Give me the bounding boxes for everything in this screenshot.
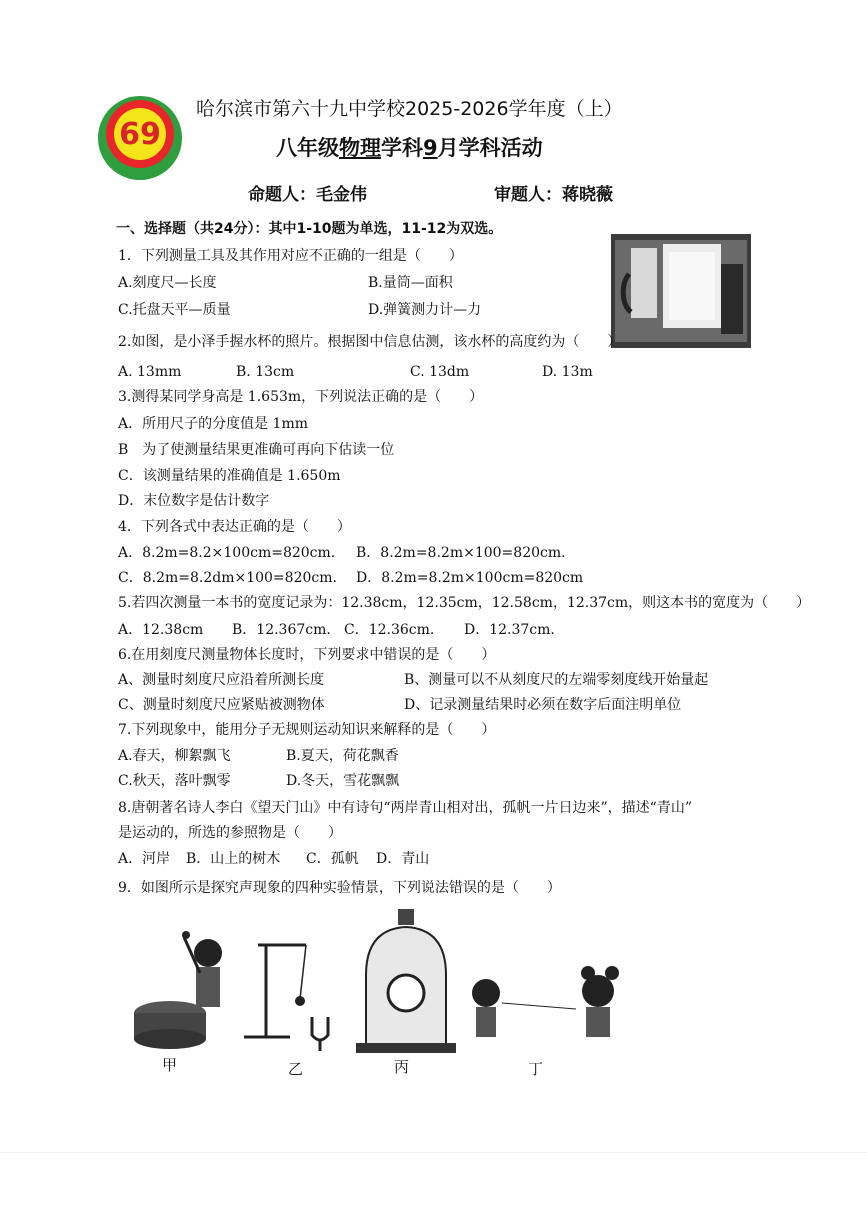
q5-option-d: D．12.37cm. xyxy=(464,622,555,638)
logo-number: 69 xyxy=(119,117,161,152)
drum-experiment-illustration xyxy=(134,931,222,1049)
q3-option-d: D．末位数字是估计数字 xyxy=(118,493,270,509)
exam-title-mid: 学科 xyxy=(381,136,423,160)
q7-option-b: B.夏天，荷花飘香 xyxy=(286,748,399,764)
q2-option-c: C. 13dm xyxy=(410,364,470,380)
q4-option-c: C．8.2m=8.2dm×100=820cm. xyxy=(118,570,337,586)
q1-option-c: C.托盘天平—质量 xyxy=(118,302,231,318)
q5-option-a: A．12.38cm xyxy=(118,622,204,638)
q5-option-c: C．12.36cm. xyxy=(344,622,435,638)
figure-label-ding: 丁 xyxy=(528,1060,544,1078)
q4-option-b: B．8.2m=8.2m×100=820cm. xyxy=(356,545,566,561)
q6-option-d: D、记录测量结果时必须在数字后面注明单位 xyxy=(404,697,682,713)
section-heading: 一、选择题（共24分）：其中1-10题为单选，11-12为双选。 xyxy=(116,221,503,237)
q5-option-b: B．12.367cm. xyxy=(232,622,331,638)
bell-jar-illustration xyxy=(356,909,456,1053)
q8-option-a: A．河岸 xyxy=(118,851,171,867)
q1-option-a: A.刻度尺—长度 xyxy=(118,275,217,291)
q3-option-a: A．所用尺子的分度值是 1mm xyxy=(118,416,309,432)
q8-option-d: D．青山 xyxy=(376,851,430,867)
q8-option-c: C．孤帆 xyxy=(306,851,359,867)
q1-option-d: D.弹簧测力计—力 xyxy=(368,302,482,318)
q7-option-c: C.秋天，落叶飘零 xyxy=(118,773,231,789)
q3-option-b: B 为了使测量结果更准确可再向下估读一位 xyxy=(118,442,395,458)
q7-stem: 7.下列现象中，能用分子无规则运动知识来解释的是（ ） xyxy=(118,722,496,738)
q6-option-c: C、测量时刻度尺应紧贴被测物体 xyxy=(118,697,325,713)
q9-stem: 9．如图所示是探究声现象的四种实验情景，下列说法错误的是（ ） xyxy=(118,880,561,896)
figure-label-jia: 甲 xyxy=(162,1056,178,1074)
q8-stem-line1: 8.唐朝著名诗人李白《望天门山》中有诗句“两岸青山相对出，孤帆一片日边来”，描述“青山” xyxy=(118,800,692,816)
q6-stem: 6.在用刻度尺测量物体长度时，下列要求中错误的是（ ） xyxy=(118,647,496,663)
q1-option-b: B.量筒—面积 xyxy=(368,275,453,291)
scan-edge-divider xyxy=(0,1152,867,1153)
exam-title xyxy=(276,132,543,162)
q8-option-b: B．山上的树木 xyxy=(186,851,281,867)
tuning-fork-illustration xyxy=(244,945,328,1051)
string-telephone-illustration xyxy=(472,966,619,1037)
q2-option-d: D. 13m xyxy=(542,364,593,380)
q2-option-b: B. 13cm xyxy=(236,364,295,380)
q6-option-b: B、测量可以不从刻度尺的左端零刻度线开始量起 xyxy=(404,672,709,688)
q4-option-d: D．8.2m=8.2m×100cm=820cm xyxy=(356,570,584,586)
exam-title-month: 9 xyxy=(423,136,438,160)
exam-title-grade: 八年级 xyxy=(276,136,339,160)
exam-title-tail: 月学科活动 xyxy=(437,136,543,160)
sound-experiments-figure xyxy=(130,905,650,1075)
q4-option-a: A．8.2m=8.2×100cm=820cm. xyxy=(118,545,336,561)
figure-label-bing: 丙 xyxy=(394,1058,410,1076)
author-label: 命题人：毛金伟 xyxy=(248,185,367,205)
q2-stem: 2.如图，是小泽手握水杯的照片。根据图中信息估测，该水杯的高度约为（ ） xyxy=(118,334,622,350)
q2-option-a: A. 13mm xyxy=(118,364,182,380)
q7-option-a: A.春天，柳絮飘飞 xyxy=(118,748,231,764)
school-logo xyxy=(96,94,184,182)
cup-photo xyxy=(611,234,751,348)
q8-stem-line2: 是运动的，所选的参照物是（ ） xyxy=(118,825,342,841)
figure-label-yi: 乙 xyxy=(288,1060,304,1078)
q3-stem: 3.测得某同学身高是 1.653m，下列说法正确的是（ ） xyxy=(118,389,484,405)
q3-option-c: C．该测量结果的准确值是 1.650m xyxy=(118,468,341,484)
q7-option-d: D.冬天，雪花飘飘 xyxy=(286,773,400,789)
reviewer-label: 审题人：蒋晓薇 xyxy=(494,185,613,205)
q4-stem: 4．下列各式中表达正确的是（ ） xyxy=(118,519,351,535)
school-line: 哈尔滨市第六十九中学校2025-2026学年度（上） xyxy=(196,98,623,120)
q6-option-a: A、测量时刻度尺应沿着所测长度 xyxy=(118,672,325,688)
q5-stem: 5.若四次测量一本书的宽度记录为：12.38cm，12.35cm，12.58cm，12.37cm，则这本书的宽度为（ ） xyxy=(118,595,811,611)
exam-title-subject: 物理 xyxy=(339,136,381,160)
q1-stem: 1．下列测量工具及其作用对应不正确的一组是（ ） xyxy=(118,248,463,264)
